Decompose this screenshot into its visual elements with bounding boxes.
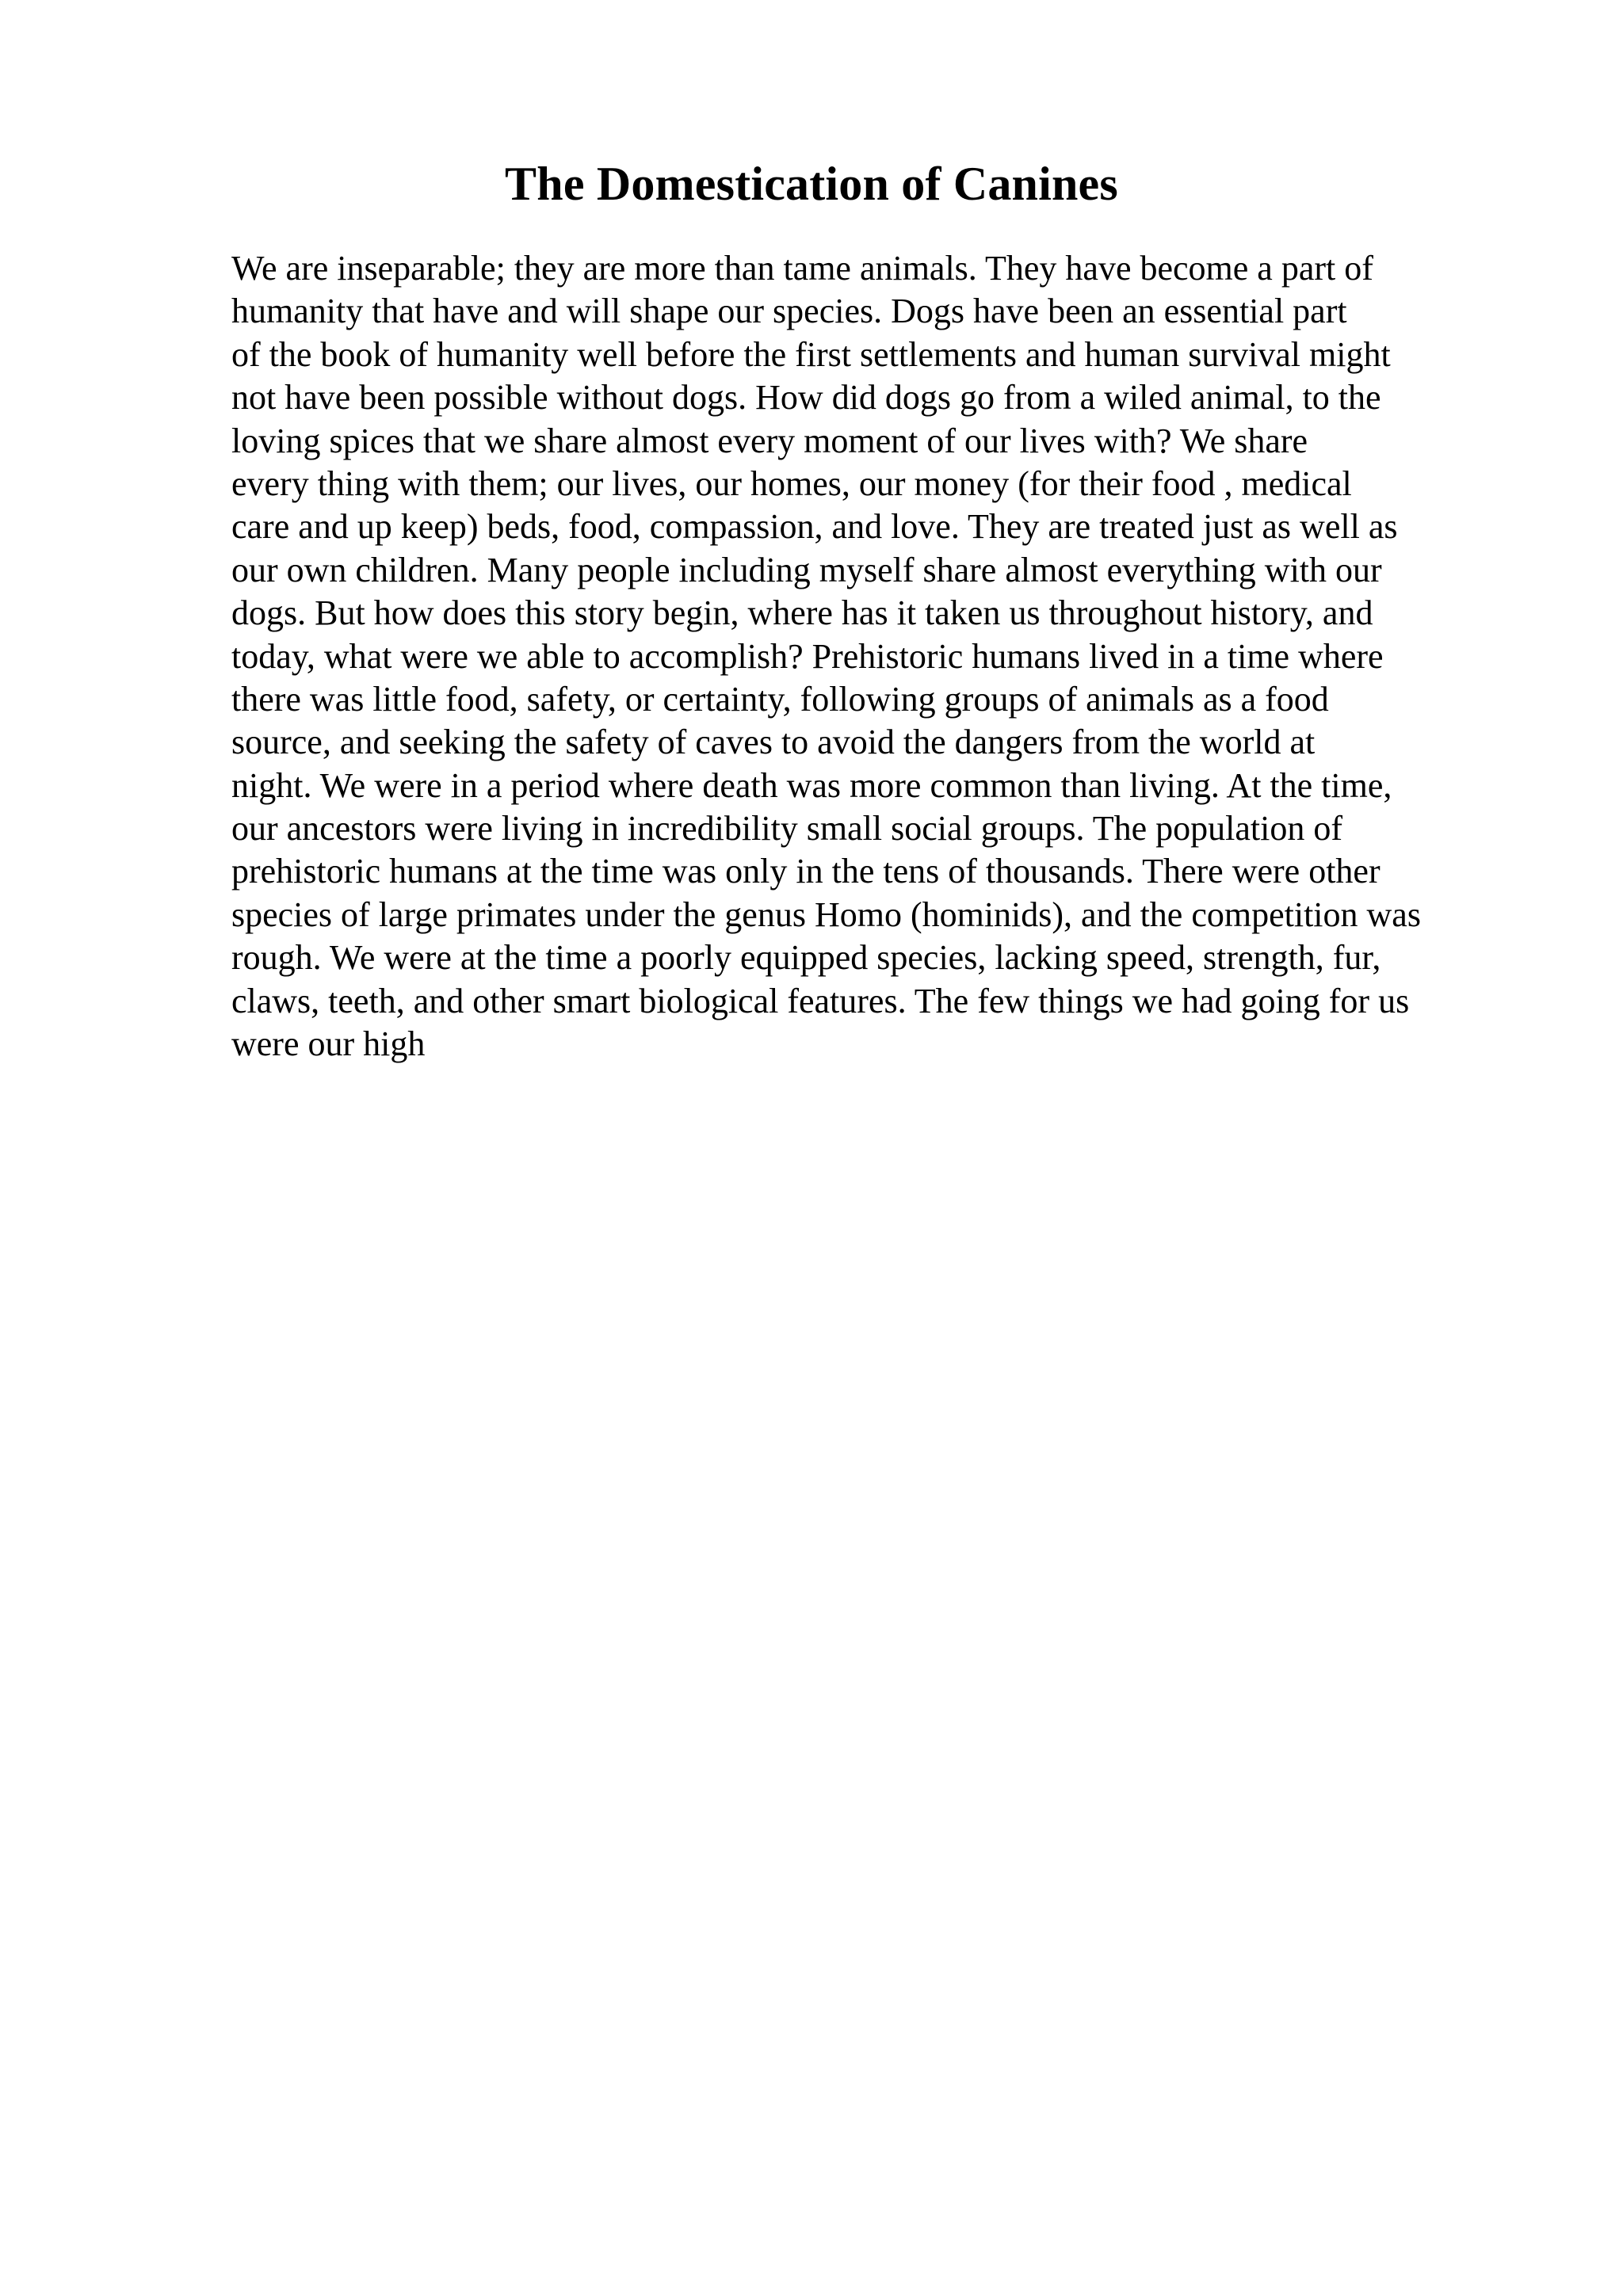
text-line: our ancestors were living in incredibility small social groups. The population of xyxy=(231,809,1343,849)
text-line: source, and seeking the safety of caves to avoid the dangers from the world at xyxy=(231,723,1316,762)
text-line: claws, teeth, and other smart biological features. The few things we had going for us xyxy=(231,981,1410,1020)
text-line: prehistoric humans at the time was only in the tens of thousands. There were other xyxy=(231,852,1381,891)
text-line: humanity that have and will shape our species. Dogs have been an essential part xyxy=(231,292,1347,331)
text-line: loving spices that we share almost every moment of our lives with? We share xyxy=(231,421,1308,460)
text-line: every thing with them; our lives, our homes, our money (for their food , medical xyxy=(231,463,1352,503)
text-line: dogs. But how does this story begin, where has it taken us throughout history, and xyxy=(231,593,1373,633)
text-line: care and up keep) beds, food, compassion, and love. They are treated just as well as xyxy=(231,507,1398,547)
body-paragraph xyxy=(231,247,1499,1066)
text-line: today, what were we able to accomplish? Prehistoric humans lived in a time where xyxy=(231,636,1384,676)
text-line: there was little food, safety, or certainty, following groups of animals as a food xyxy=(231,679,1329,719)
text-line: our own children. Many people including myself share almost everything with our xyxy=(231,550,1382,589)
text-line: We are inseparable; they are more than tame animals. They have become a part of xyxy=(231,249,1373,288)
text-line: species of large primates under the genus Homo (hominids), and the competition was xyxy=(231,894,1421,934)
text-line: night. We were in a period where death was more common than living. At the time, xyxy=(231,765,1392,805)
text-line: not have been possible without dogs. How did dogs go from a wiled animal, to the xyxy=(231,378,1381,418)
text-line: of the book of humanity well before the first settlements and human survival might xyxy=(231,334,1391,374)
document-title: The Domestication of Canines xyxy=(505,158,1118,210)
text-line: were our high xyxy=(231,1024,426,1064)
text-line: rough. We were at the time a poorly equipped species, lacking speed, strength, fur, xyxy=(231,938,1381,978)
